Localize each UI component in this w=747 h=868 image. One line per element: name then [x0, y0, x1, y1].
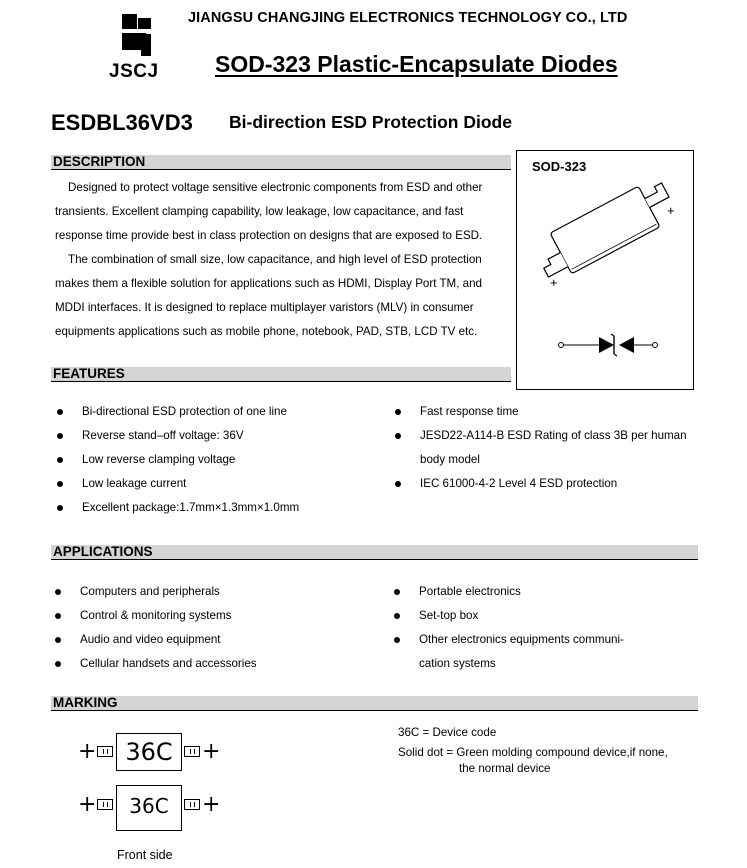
- description-heading: DESCRIPTION: [53, 154, 146, 169]
- package-plus-bottom: +: [550, 275, 558, 290]
- sod323-package-drawing-icon: [517, 151, 693, 389]
- marking-diagram-top: [78, 733, 228, 771]
- description-line: MDDI interfaces. It is designed to replace multiplayer varistors (MLV) in consumer: [55, 301, 474, 314]
- plus-icon: +: [78, 792, 97, 817]
- package-label: SOD-323: [532, 159, 587, 174]
- bullet-icon: [57, 409, 63, 415]
- bullet-icon: [57, 433, 63, 439]
- list-item: Reverse stand–off voltage: 36V: [54, 424, 299, 448]
- bullet-icon: [55, 589, 61, 595]
- description-line: equipments applications such as mobile phone, notebook, PAD, STB, LCD TV etc.: [55, 325, 478, 338]
- list-item: Set-top box: [391, 604, 624, 628]
- marking-heading: MARKING: [53, 695, 118, 710]
- list-item: Computers and peripherals: [52, 580, 257, 604]
- plus-icon: +: [202, 739, 221, 764]
- list-item: Portable electronics: [391, 580, 624, 604]
- pad-icon: [97, 746, 113, 757]
- bullet-icon: [395, 433, 401, 439]
- list-item: Control & monitoring systems: [52, 604, 257, 628]
- list-item: body model: [420, 453, 480, 466]
- features-list-right: [392, 400, 687, 496]
- bullet-icon: [57, 457, 63, 463]
- plus-icon: +: [202, 792, 221, 817]
- marking-code: 36C: [125, 738, 173, 766]
- list-item: Other electronics equipments communi-: [391, 628, 624, 652]
- list-item: IEC 61000-4-2 Level 4 ESD protection: [392, 472, 687, 496]
- description-line: transients. Excellent clamping capability, low leakage, low capacitance, and fast: [55, 205, 464, 218]
- solid-dot-note-cont: the normal device: [459, 762, 551, 775]
- bullet-icon: [394, 613, 400, 619]
- marking-header-bar: [51, 696, 698, 711]
- features-heading: FEATURES: [53, 366, 125, 381]
- front-side-label: Front side: [117, 848, 173, 862]
- applications-heading: APPLICATIONS: [53, 544, 153, 559]
- description-line: The combination of small size, low capacitance, and high level of ESD protection: [68, 253, 482, 266]
- list-item: Audio and video equipment: [52, 628, 257, 652]
- bullet-icon: [55, 613, 61, 619]
- package-plus-top: +: [667, 203, 675, 218]
- bullet-icon: [55, 661, 61, 667]
- features-list-left: [54, 400, 299, 520]
- plus-icon: +: [78, 739, 97, 764]
- pad-icon: [184, 746, 200, 757]
- document-title: SOD-323 Plastic-Encapsulate Diodes: [215, 51, 618, 77]
- device-code-note: 36C = Device code: [398, 726, 497, 739]
- package-body: [116, 785, 182, 831]
- package-body: [116, 733, 182, 771]
- part-description: Bi-direction ESD Protection Diode: [229, 112, 512, 132]
- applications-list-left: [52, 580, 257, 676]
- bullet-icon: [395, 409, 401, 415]
- marking-code: 36C: [129, 794, 169, 818]
- description-line: Designed to protect voltage sensitive electronic components from ESD and other: [68, 181, 483, 194]
- logo-text: JSCJ: [109, 61, 159, 82]
- description-line: makes them a flexible solution for applications such as HDMI, Display Port TM, and: [55, 277, 483, 290]
- bullet-icon: [394, 589, 400, 595]
- pad-icon: [184, 799, 200, 810]
- list-item: Low reverse clamping voltage: [54, 448, 299, 472]
- pad-icon: [97, 799, 113, 810]
- bullet-icon: [57, 481, 63, 487]
- list-item: Bi-directional ESD protection of one line: [54, 400, 299, 424]
- bullet-icon: [394, 637, 400, 643]
- description-line: response time provide best in class protection on designs that are exposed to ESD.: [55, 229, 483, 242]
- company-name: JIANGSU CHANGJING ELECTRONICS TECHNOLOGY CO., LTD: [188, 10, 628, 26]
- list-item: Fast response time: [392, 400, 687, 424]
- part-number: ESDBL36VD3: [51, 110, 193, 135]
- solid-dot-note: Solid dot = Green molding compound device,if none,: [398, 746, 668, 759]
- list-item: Cellular handsets and accessories: [52, 652, 257, 676]
- list-item: cation systems: [419, 657, 496, 670]
- bullet-icon: [57, 505, 63, 511]
- package-box: [516, 150, 694, 390]
- applications-list-right: [391, 580, 624, 676]
- list-item: Excellent package:1.7mm×1.3mm×1.0mm: [54, 496, 299, 520]
- bullet-icon: [55, 637, 61, 643]
- list-item: Low leakage current: [54, 472, 299, 496]
- description-text: [55, 176, 501, 344]
- bullet-icon: [395, 481, 401, 487]
- list-item: JESD22-A114-B ESD Rating of class 3B per human: [392, 424, 687, 448]
- marking-diagram-bottom: [78, 785, 228, 831]
